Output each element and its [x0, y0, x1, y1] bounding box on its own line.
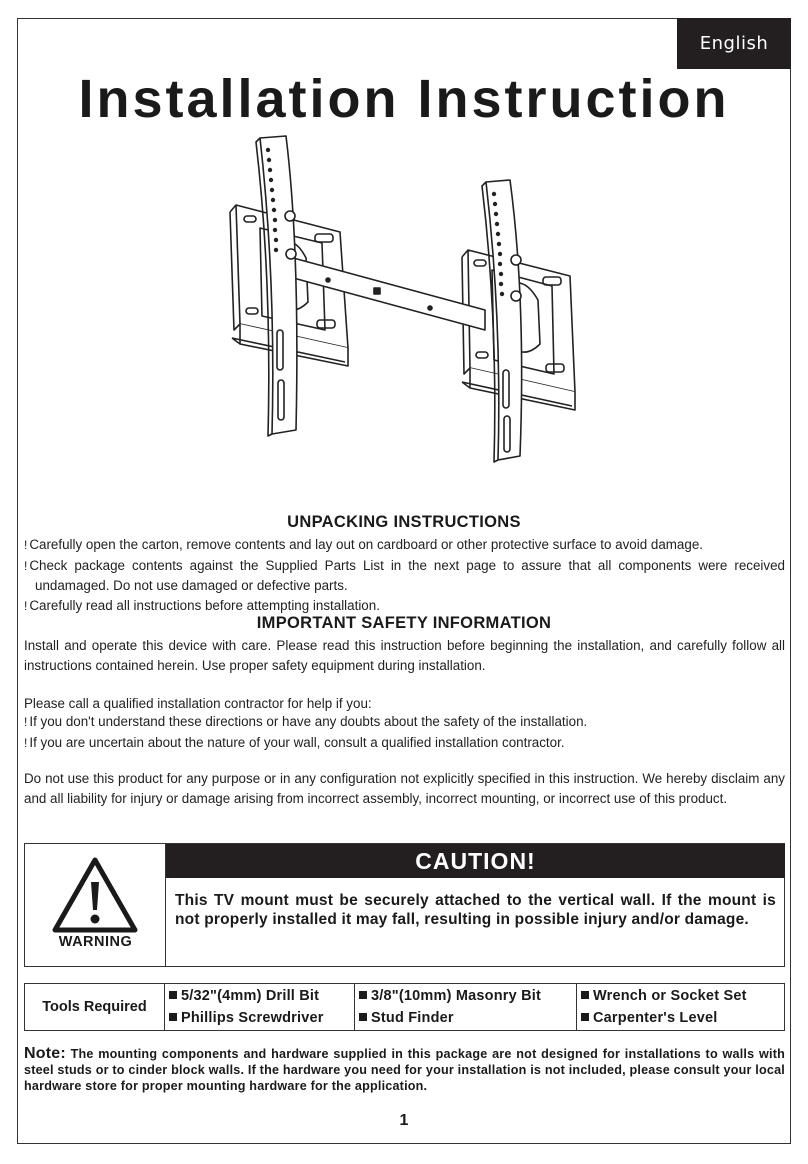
list-item: ! If you don't understand these directions or have any doubts about the safety of the installation.	[24, 714, 588, 729]
safety-heading: IMPORTANT SAFETY INFORMATION	[256, 614, 552, 632]
tool-item: Phillips Screwdriver	[169, 1007, 354, 1029]
caution-heading: CAUTION!	[166, 844, 785, 878]
tools-required-table	[24, 983, 785, 1031]
unpacking-list	[24, 535, 785, 616]
list-item: ! Check package contents against the Supplied Parts List in the next page to assure that all components were received	[24, 557, 785, 573]
warning-label: WARNING	[58, 934, 133, 950]
safety-list	[24, 712, 785, 753]
list-item: ! If you are uncertain about the nature of your wall, consult a qualified installation contractor.	[24, 734, 565, 750]
caution-box	[24, 843, 785, 967]
caution-text: This TV mount must be securely attached to the vertical wall. If the mount is not properly installed it may fall, resulting in possible injury and/or damage.	[175, 892, 776, 928]
list-item: undamaged. Do not use damaged or defective parts.	[35, 578, 348, 593]
safety-call: Please call a qualified installation contractor for help if you:	[24, 696, 372, 711]
note-label: Note:	[24, 1045, 66, 1062]
tools-column	[355, 984, 577, 1030]
language-tab[interactable]: English	[677, 18, 791, 69]
tv-wall-mount-bracket-illustration	[200, 130, 600, 490]
note-paragraph	[24, 1046, 785, 1094]
warning-triangle-icon	[51, 856, 139, 934]
page-title: Installation Instruction	[78, 69, 730, 129]
warning-cell	[25, 844, 166, 966]
tools-column	[165, 984, 355, 1030]
unpacking-heading: UNPACKING INSTRUCTIONS	[287, 513, 521, 531]
tool-item: 3/8"(10mm) Masonry Bit	[359, 985, 576, 1007]
tool-item: Stud Finder	[359, 1007, 576, 1029]
page-number: 1	[399, 1112, 409, 1129]
list-item: ! Carefully open the carton, remove contents and lay out on cardboard or other protective surface to avoid damage.	[24, 537, 703, 552]
list-item: ! Carefully read all instructions before attempting installation.	[24, 597, 380, 613]
note-text: The mounting components and hardware supplied in this package are not designed for installations to walls with steel studs or to cinder block walls. If the hardware you need for your installation is not included, please consult your local hardware store for proper mounting hardware for the application.	[24, 1047, 785, 1093]
tool-item: 5/32"(4mm) Drill Bit	[169, 985, 354, 1007]
safety-intro: Install and operate this device with care. Please read this instruction before beginning the installation, and carefully follow all instructions contained herein. Use proper safety equipment during installation.	[24, 638, 785, 673]
tool-item: Carpenter's Level	[581, 1007, 784, 1029]
safety-disclaimer: Do not use this product for any purpose or in any configuration not explicitly specified in this instruction. We hereby disclaim any and all liability for injury or damage arising from incorrect assembly, incorrect mounting, or incorrect use of this product.	[24, 771, 785, 806]
tool-item: Wrench or Socket Set	[581, 985, 784, 1007]
tools-label: Tools Required	[25, 984, 165, 1030]
tools-column	[577, 984, 784, 1030]
